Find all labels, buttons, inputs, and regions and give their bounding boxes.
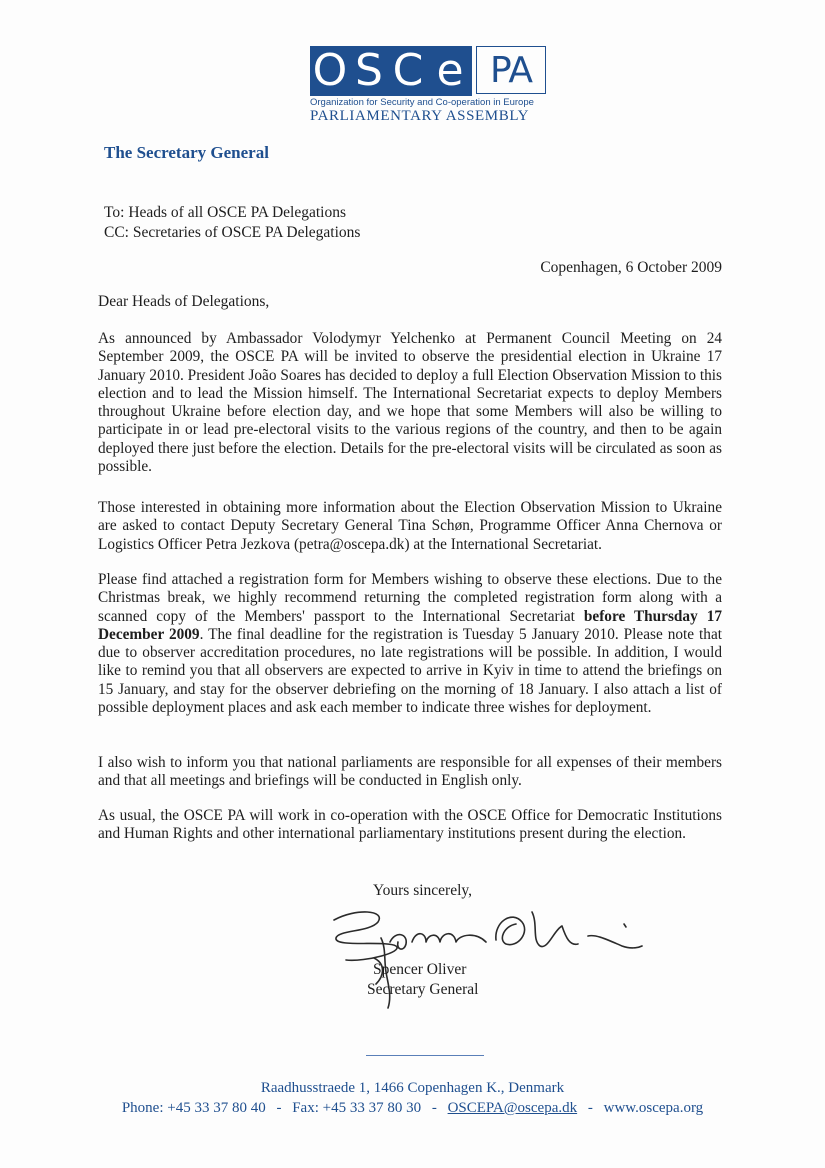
recipients bbox=[104, 203, 360, 243]
recipient-to: To: Heads of all OSCE PA Delegations bbox=[104, 204, 347, 221]
registration-text-after: . The final deadline for the registration is Tuesday 5 January 2010. Please note that due to observer accreditation procedures, no late registrations will be possible. In addition, I would like to remind you that all observers are expected to arrive in Kyiv in time to attend the briefings on 15 January, and stay for the observer debriefing on the morning of 18 January. I also attach a list of possible deployment places and ask each member to indicate three wishes for deployment. bbox=[98, 625, 722, 717]
registration-text-before: Please find attached a registration form for Members wishing to observe these elections. Due to the Christmas break, we highly recommend returning the completed registration form along with a scanned copy of the Members' passport to the International Secretariat bbox=[98, 571, 722, 625]
paragraph-contacts bbox=[98, 499, 722, 554]
footer-contact bbox=[0, 1100, 825, 1117]
signatory-role: Secretary General bbox=[367, 981, 479, 998]
footer-address: Raadhusstraede 1, 1466 Copenhagen K., Denmark bbox=[260, 1080, 565, 1096]
logo-pa: PA bbox=[476, 46, 546, 94]
closing: Yours sincerely, bbox=[373, 882, 473, 899]
paragraph-cooperation: As usual, the OSCE PA will work in co-operation with the OSCE Office for Democratic Institutions and Human Rights and other international parliamentary institutions present during the election. bbox=[98, 807, 722, 843]
salutation: Dear Heads of Delegations, bbox=[98, 293, 270, 310]
footer-email-link[interactable]: OSCEPA@oscepa.dk bbox=[447, 1100, 578, 1116]
sender-title: The Secretary General bbox=[104, 143, 269, 162]
footer-website[interactable]: www.oscepa.org bbox=[603, 1100, 704, 1116]
registration-deadline-bold: before Thursday 17 December 2009 bbox=[98, 607, 722, 643]
paragraph-announcement: As announced by Ambassador Volodymyr Yelchenko at Permanent Council Meeting on 24 September 2009, the OSCE PA will be invited to observe the presidential election in Ukraine 17 January 2010. President João Soares has decided to deploy a full Election Observation Mission to this election and to lead the Mission himself. The International Secretariat expects to deploy Members throughout Ukraine before election day, and we hope that some Members will also be willing to participate in or lead pre-electoral visits to the various regions of the country, and then to be again deployed there just before the election. Details for the pre-electoral visits will be circulated as soon as possible. bbox=[98, 330, 722, 476]
place-date: Copenhagen, 6 October 2009 bbox=[540, 259, 722, 276]
footer-separator: - bbox=[276, 1100, 282, 1116]
logo-letter-c: C bbox=[388, 46, 428, 96]
signatory-name: Spencer Oliver bbox=[373, 961, 467, 978]
logo-wordmark bbox=[310, 46, 550, 96]
recipient-cc: CC: Secretaries of OSCE PA Delegations bbox=[104, 224, 361, 241]
paragraph-contacts-text: Those interested in obtaining more information about the Election Observation Mission to Ukraine are asked to contact Deputy Secretary General Tina Schøn, Programme Officer Anna Chernova or Logistics Officer Petra Jezkova (petra@oscepa.dk) at the International Secretariat. bbox=[98, 499, 722, 553]
footer-divider bbox=[366, 1055, 484, 1056]
footer-separator: - bbox=[587, 1100, 593, 1116]
logo-assembly-line: PARLIAMENTARY ASSEMBLY bbox=[310, 108, 530, 124]
logo-letter-s: S bbox=[350, 46, 388, 96]
footer-fax: Fax: +45 33 37 80 30 bbox=[292, 1100, 422, 1116]
logo-letter-o: O bbox=[310, 46, 350, 96]
logo-letter-e: e bbox=[428, 46, 472, 96]
logo-organization-line: Organization for Security and Co-operation in Europe bbox=[310, 97, 534, 108]
osce-pa-logo bbox=[310, 46, 550, 124]
paragraph-expenses: I also wish to inform you that national parliaments are responsible for all expenses of their members and that all meetings and briefings will be conducted in English only. bbox=[98, 754, 722, 790]
paragraph-registration bbox=[98, 571, 722, 717]
footer-phone: Phone: +45 33 37 80 40 bbox=[121, 1100, 266, 1116]
footer-separator: - bbox=[431, 1100, 437, 1116]
